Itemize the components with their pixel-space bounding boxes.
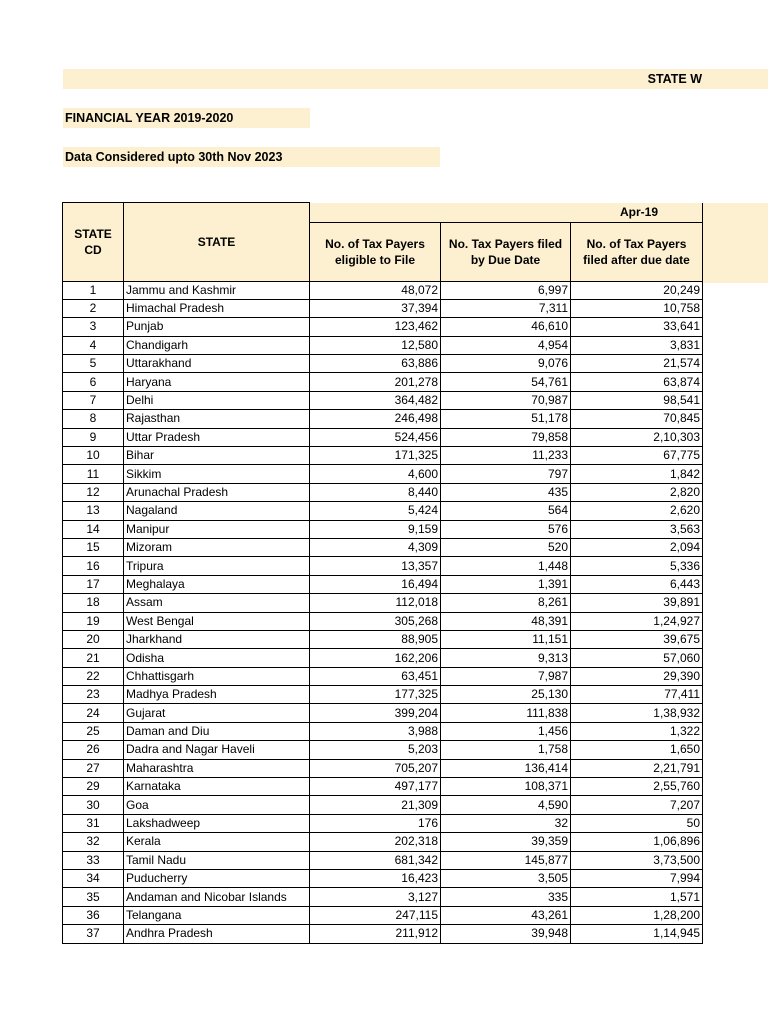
state-cd-cell: 23 [63,686,124,704]
by-due-cell: 335 [441,888,571,906]
by-due-cell: 1,758 [441,741,571,759]
table-row [63,447,703,465]
state-cd-cell: 11 [63,465,124,483]
after-due-cell: 63,874 [571,373,703,391]
state-name-cell: Sikkim [124,465,310,483]
after-due-cell: 5,336 [571,557,703,575]
eligible-cell: 524,456 [310,428,441,446]
after-due-cell: 7,994 [571,870,703,888]
eligible-cell: 177,325 [310,686,441,704]
eligible-cell: 12,580 [310,336,441,354]
table-row [63,594,703,612]
by-due-cell: 11,233 [441,447,571,465]
eligible-cell: 681,342 [310,851,441,869]
financial-year-label: FINANCIAL YEAR 2019-2020 [65,111,234,125]
state-name-cell: Jammu and Kashmir [124,281,310,299]
table-row [63,355,703,373]
state-cd-cell: 27 [63,759,124,777]
eligible-cell: 63,886 [310,355,441,373]
eligible-cell: 5,203 [310,741,441,759]
after-due-cell: 2,620 [571,502,703,520]
state-name-cell: Rajasthan [124,410,310,428]
after-due-cell: 39,891 [571,594,703,612]
table-row [63,465,703,483]
eligible-cell: 202,318 [310,833,441,851]
financial-year-band [63,108,310,128]
state-cd-cell: 29 [63,778,124,796]
after-due-cell: 2,21,791 [571,759,703,777]
after-due-cell: 2,55,760 [571,778,703,796]
eligible-cell: 13,357 [310,557,441,575]
after-due-cell: 67,775 [571,447,703,465]
by-due-cell: 39,948 [441,925,571,943]
state-name-cell: Goa [124,796,310,814]
after-due-cell: 20,249 [571,281,703,299]
data-considered-label: Data Considered upto 30th Nov 2023 [65,150,283,164]
state-name-cell: Gujarat [124,704,310,722]
eligible-cell: 201,278 [310,373,441,391]
state-cd-cell: 3 [63,318,124,336]
eligible-cell: 171,325 [310,447,441,465]
state-name-cell: Himachal Pradesh [124,299,310,317]
state-cd-cell: 4 [63,336,124,354]
state-name-cell: West Bengal [124,612,310,630]
state-cd-cell: 10 [63,447,124,465]
state-name-cell: Mizoram [124,538,310,556]
state-cd-cell: 17 [63,575,124,593]
by-due-cell: 520 [441,538,571,556]
by-due-cell: 797 [441,465,571,483]
state-header: STATE [124,203,310,282]
by-due-cell: 48,391 [441,612,571,630]
after-due-cell: 1,28,200 [571,906,703,924]
state-tax-table [62,202,703,944]
after-due-header: No. of Tax Payers filed after due date [571,222,703,281]
state-cd-cell: 5 [63,355,124,373]
state-name-cell: Lakshadweep [124,814,310,832]
table-row [63,649,703,667]
state-name-cell: Chhattisgarh [124,667,310,685]
state-cd-cell: 24 [63,704,124,722]
by-due-cell: 79,858 [441,428,571,446]
table-row [63,741,703,759]
state-name-cell: Arunachal Pradesh [124,483,310,501]
after-due-cell: 77,411 [571,686,703,704]
by-due-cell: 46,610 [441,318,571,336]
state-name-cell: Karnataka [124,778,310,796]
after-due-cell: 57,060 [571,649,703,667]
state-cd-cell: 36 [63,906,124,924]
eligible-cell: 21,309 [310,796,441,814]
state-cd-cell: 13 [63,502,124,520]
state-cd-cell: 2 [63,299,124,317]
table-row [63,538,703,556]
state-cd-cell: 6 [63,373,124,391]
table-body [63,281,703,943]
state-name-cell: Manipur [124,520,310,538]
after-due-cell: 1,650 [571,741,703,759]
by-due-cell: 136,414 [441,759,571,777]
table-row [63,520,703,538]
table-row [63,373,703,391]
state-name-cell: Puducherry [124,870,310,888]
by-due-cell: 145,877 [441,851,571,869]
table-row [63,612,703,630]
eligible-cell: 9,159 [310,520,441,538]
state-cd-cell: 12 [63,483,124,501]
by-due-cell: 4,590 [441,796,571,814]
by-due-cell: 576 [441,520,571,538]
state-cd-cell: 37 [63,925,124,943]
table-row [63,814,703,832]
by-due-cell: 111,838 [441,704,571,722]
state-cd-cell: 15 [63,538,124,556]
state-name-cell: Haryana [124,373,310,391]
state-cd-cell: 19 [63,612,124,630]
table-row [63,888,703,906]
state-cd-cell: 22 [63,667,124,685]
state-cd-cell: 20 [63,630,124,648]
by-due-cell: 9,076 [441,355,571,373]
eligible-cell: 112,018 [310,594,441,612]
state-cd-cell: 18 [63,594,124,612]
by-due-cell: 435 [441,483,571,501]
table-row [63,630,703,648]
state-name-cell: Jharkhand [124,630,310,648]
table-row [63,281,703,299]
table-row [63,759,703,777]
eligible-cell: 247,115 [310,906,441,924]
title-band [63,69,768,89]
after-due-cell: 1,571 [571,888,703,906]
state-cd-cell: 16 [63,557,124,575]
eligible-cell: 4,309 [310,538,441,556]
after-due-cell: 2,10,303 [571,428,703,446]
eligible-cell: 8,440 [310,483,441,501]
by-due-cell: 54,761 [441,373,571,391]
state-cd-cell: 7 [63,391,124,409]
eligible-cell: 497,177 [310,778,441,796]
after-due-cell: 1,322 [571,722,703,740]
state-name-cell: Daman and Diu [124,722,310,740]
state-cd-cell: 8 [63,410,124,428]
table-row [63,575,703,593]
eligible-cell: 399,204 [310,704,441,722]
by-due-cell: 7,987 [441,667,571,685]
table-row [63,410,703,428]
table-row [63,336,703,354]
table-row [63,833,703,851]
eligible-cell: 48,072 [310,281,441,299]
state-name-cell: Meghalaya [124,575,310,593]
eligible-cell: 123,462 [310,318,441,336]
state-name-cell: Madhya Pradesh [124,686,310,704]
state-cd-cell: 21 [63,649,124,667]
table-row [63,870,703,888]
by-due-cell: 51,178 [441,410,571,428]
eligible-cell: 16,494 [310,575,441,593]
page-title: STATE W [647,72,702,86]
header-fill-extension [701,203,768,283]
table-row [63,722,703,740]
month-header: Apr-19 [310,203,703,223]
by-due-cell: 43,261 [441,906,571,924]
eligible-cell: 176 [310,814,441,832]
table-row [63,502,703,520]
eligible-cell: 88,905 [310,630,441,648]
state-cd-cell: 30 [63,796,124,814]
after-due-cell: 3,563 [571,520,703,538]
state-cd-cell: 31 [63,814,124,832]
state-cd-cell: 9 [63,428,124,446]
after-due-cell: 29,390 [571,667,703,685]
state-name-cell: Chandigarh [124,336,310,354]
after-due-cell: 39,675 [571,630,703,648]
state-cd-cell: 32 [63,833,124,851]
after-due-cell: 6,443 [571,575,703,593]
by-due-cell: 32 [441,814,571,832]
table-row [63,796,703,814]
table-row [63,557,703,575]
state-name-cell: Odisha [124,649,310,667]
eligible-cell: 37,394 [310,299,441,317]
state-name-cell: Uttar Pradesh [124,428,310,446]
after-due-cell: 50 [571,814,703,832]
by-due-cell: 70,987 [441,391,571,409]
eligible-cell: 705,207 [310,759,441,777]
table-row [63,667,703,685]
after-due-cell: 7,207 [571,796,703,814]
eligible-cell: 305,268 [310,612,441,630]
state-cd-cell: 33 [63,851,124,869]
data-considered-band [63,147,440,167]
state-cd-cell: 14 [63,520,124,538]
by-due-cell: 8,261 [441,594,571,612]
table-row [63,428,703,446]
eligible-cell: 211,912 [310,925,441,943]
eligible-cell: 3,988 [310,722,441,740]
state-name-cell: Tamil Nadu [124,851,310,869]
table-row [63,686,703,704]
table-row [63,906,703,924]
state-name-cell: Tripura [124,557,310,575]
state-name-cell: Andhra Pradesh [124,925,310,943]
state-cd-cell: 35 [63,888,124,906]
table-row [63,391,703,409]
after-due-cell: 10,758 [571,299,703,317]
table-row [63,925,703,943]
table-row [63,704,703,722]
table-row [63,483,703,501]
state-name-cell: Telangana [124,906,310,924]
state-name-cell: Maharashtra [124,759,310,777]
state-name-cell: Dadra and Nagar Haveli [124,741,310,759]
after-due-cell: 21,574 [571,355,703,373]
after-due-cell: 1,14,945 [571,925,703,943]
eligible-cell: 4,600 [310,465,441,483]
state-name-cell: Andaman and Nicobar Islands [124,888,310,906]
after-due-cell: 3,73,500 [571,851,703,869]
state-name-cell: Delhi [124,391,310,409]
state-name-cell: Kerala [124,833,310,851]
after-due-cell: 2,094 [571,538,703,556]
state-cd-cell: 26 [63,741,124,759]
eligible-cell: 16,423 [310,870,441,888]
by-due-cell: 4,954 [441,336,571,354]
after-due-cell: 33,641 [571,318,703,336]
table-row [63,318,703,336]
after-due-cell: 1,842 [571,465,703,483]
by-due-cell: 9,313 [441,649,571,667]
by-due-cell: 39,359 [441,833,571,851]
state-cd-header: STATE CD [63,203,124,282]
by-due-cell: 1,391 [441,575,571,593]
by-due-cell: 11,151 [441,630,571,648]
table-row [63,299,703,317]
eligible-cell: 5,424 [310,502,441,520]
by-due-cell: 25,130 [441,686,571,704]
table-row [63,778,703,796]
state-name-cell: Bihar [124,447,310,465]
after-due-cell: 1,06,896 [571,833,703,851]
by-due-cell: 6,997 [441,281,571,299]
eligible-cell: 162,206 [310,649,441,667]
eligible-cell: 3,127 [310,888,441,906]
eligible-cell: 246,498 [310,410,441,428]
state-name-cell: Assam [124,594,310,612]
after-due-cell: 3,831 [571,336,703,354]
by-due-cell: 7,311 [441,299,571,317]
after-due-cell: 1,24,927 [571,612,703,630]
after-due-cell: 1,38,932 [571,704,703,722]
by-due-cell: 3,505 [441,870,571,888]
by-due-cell: 564 [441,502,571,520]
eligible-cell: 63,451 [310,667,441,685]
eligible-cell: 364,482 [310,391,441,409]
after-due-cell: 2,820 [571,483,703,501]
after-due-cell: 98,541 [571,391,703,409]
state-name-cell: Uttarakhand [124,355,310,373]
state-name-cell: Nagaland [124,502,310,520]
state-name-cell: Punjab [124,318,310,336]
state-cd-cell: 1 [63,281,124,299]
by-due-cell: 1,448 [441,557,571,575]
after-due-cell: 70,845 [571,410,703,428]
by-due-cell: 108,371 [441,778,571,796]
state-cd-cell: 25 [63,722,124,740]
table-row [63,851,703,869]
by-due-header: No. Tax Payers filed by Due Date [441,222,571,281]
state-cd-cell: 34 [63,870,124,888]
eligible-header: No. of Tax Payers eligible to File [310,222,441,281]
by-due-cell: 1,456 [441,722,571,740]
